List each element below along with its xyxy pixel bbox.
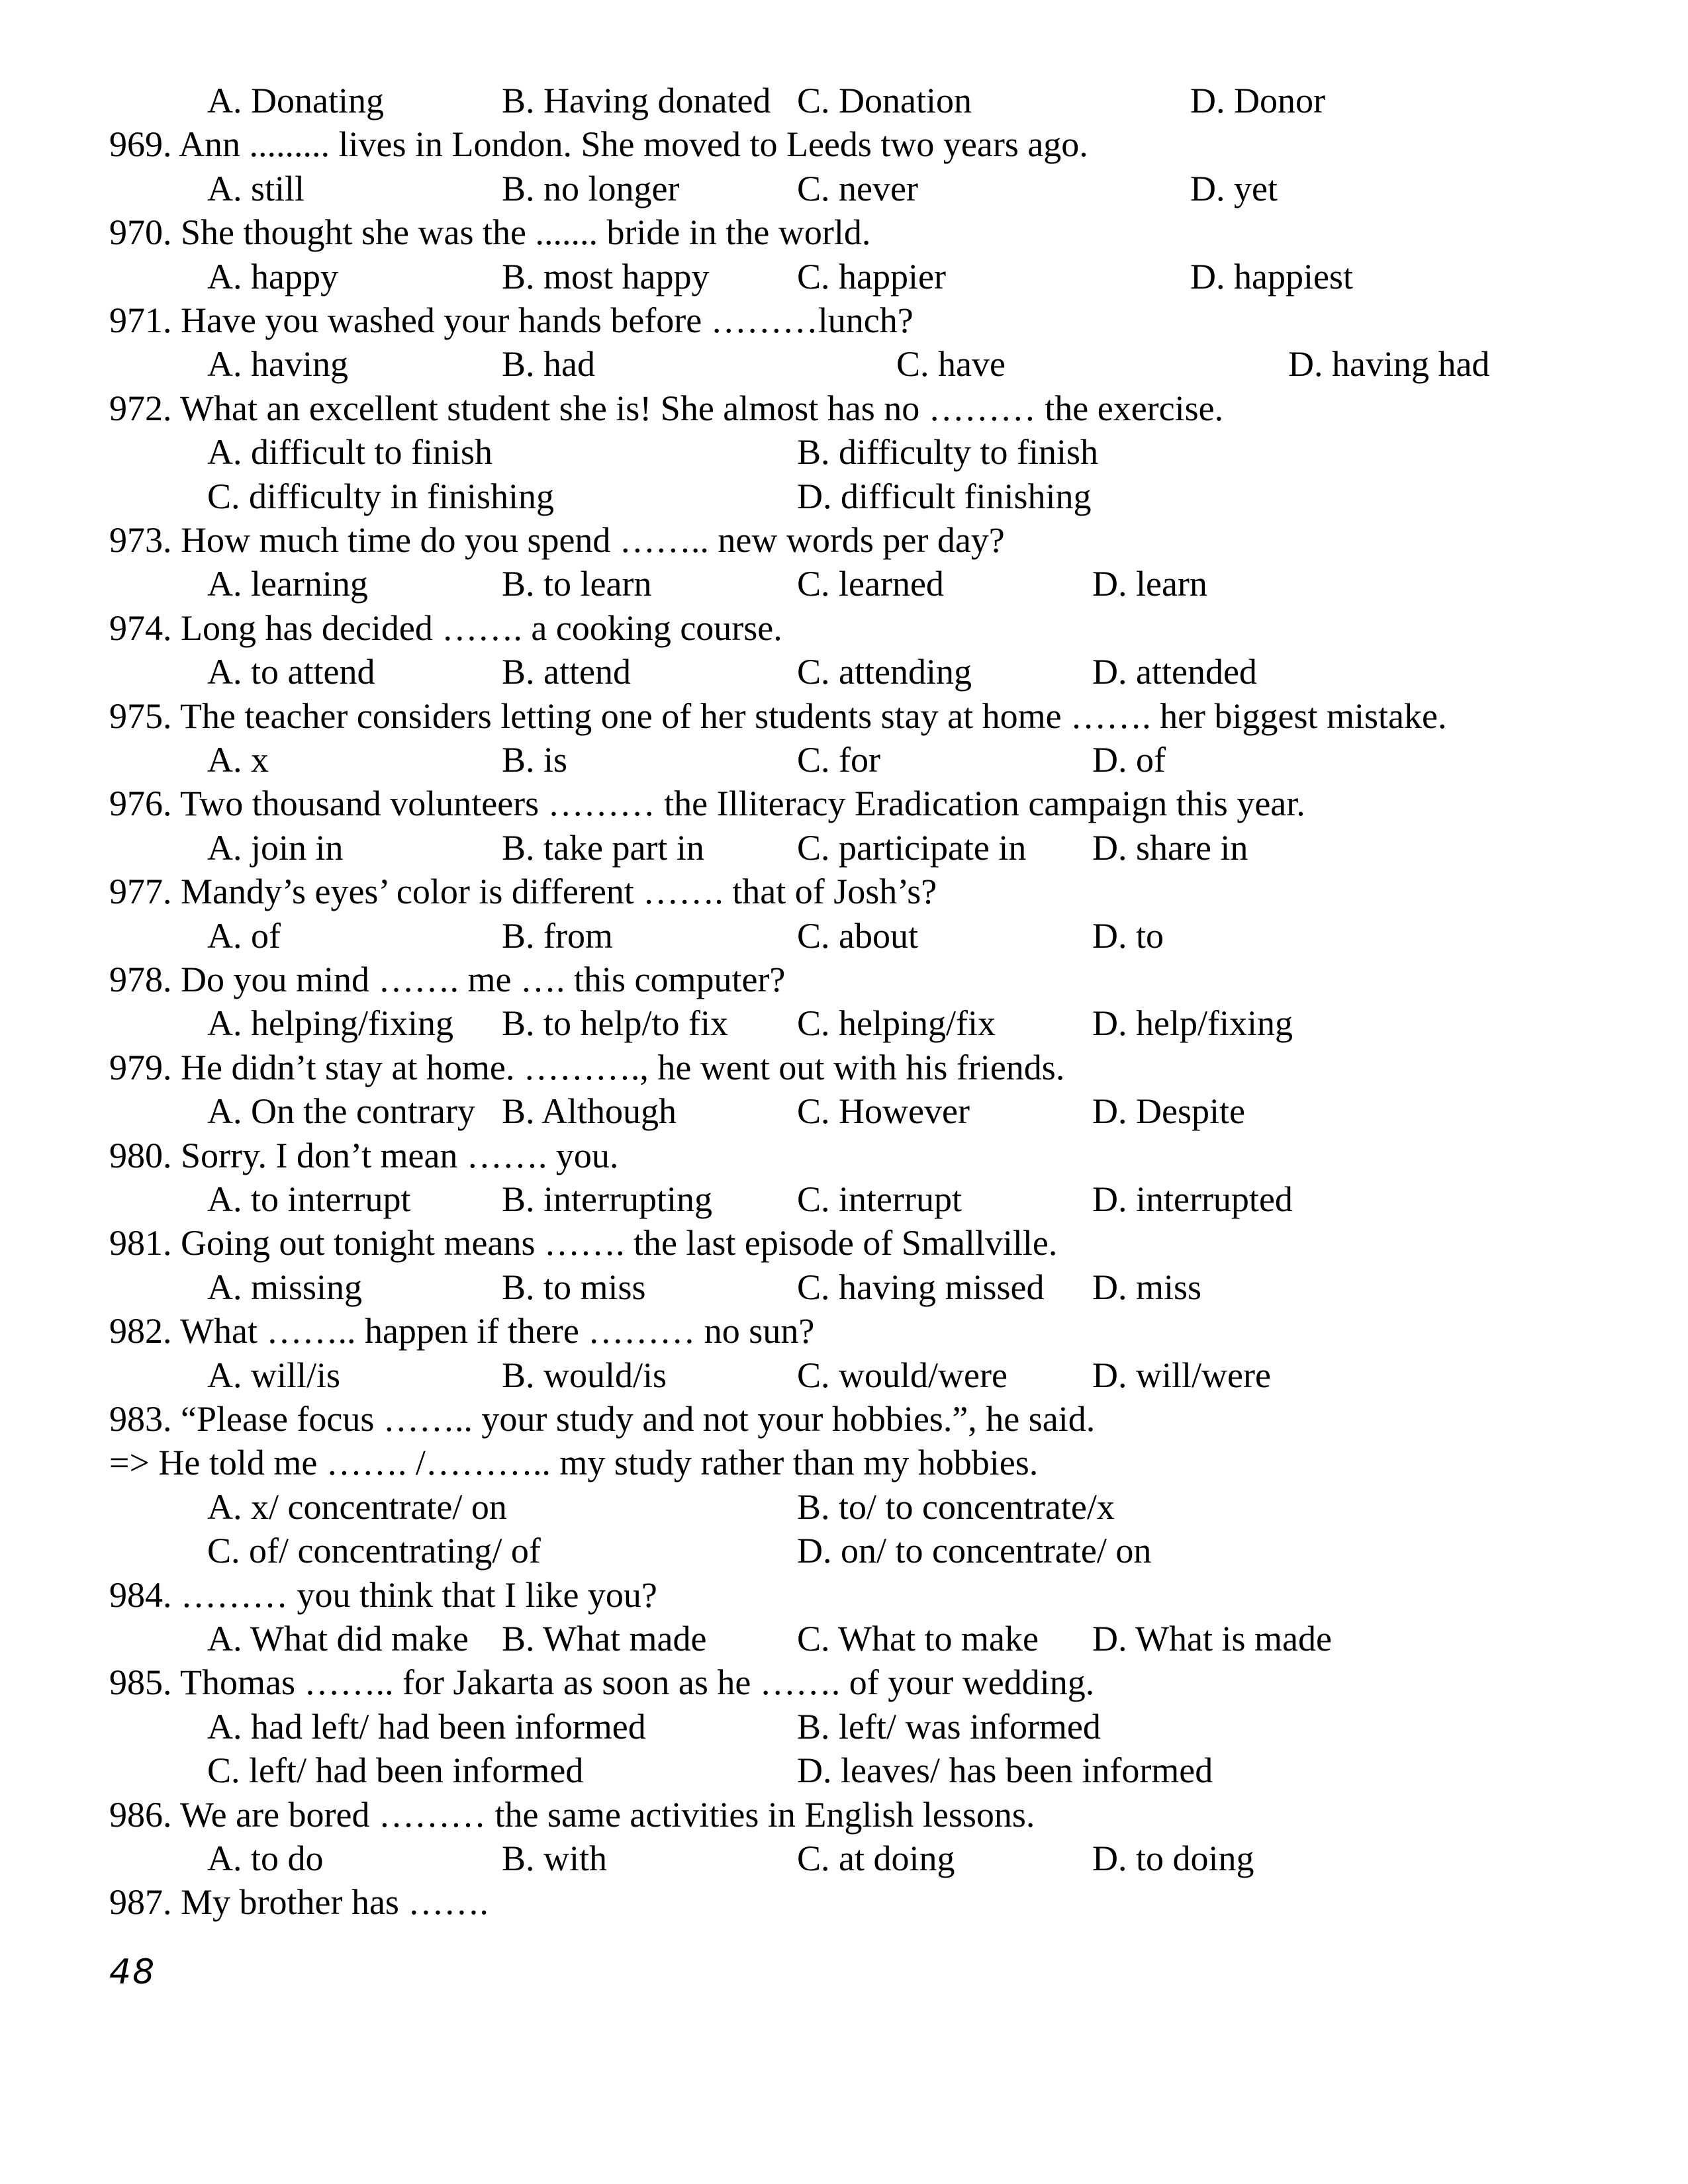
answer-option: C. for [797,740,880,780]
answer-option: B. had [502,344,595,385]
options-line [0,1837,1688,1880]
question-text: 987. My brother has ……. [109,1882,489,1923]
answer-option: A. still [207,168,305,208]
answer-option: B. attend [502,652,631,692]
answer-option: B. to learn [502,564,652,604]
question-text: 982. What …….. happen if there ……… no sun? [109,1311,815,1351]
question-text: 974. Long has decided ……. a cooking course. [109,608,782,648]
options-line [0,1529,1688,1572]
question-text: 985. Thomas …….. for Jakarta as soon as he ……. of your wedding. [109,1662,1095,1703]
question-line [0,1661,1688,1704]
answer-option: A. x/ concentrate/ on [207,1486,507,1527]
question-line [0,870,1688,913]
options-line [0,1089,1688,1133]
answer-option: A. missing [207,1267,363,1307]
answer-option: B. no longer [502,168,680,208]
answer-option: A. On the contrary [207,1091,475,1132]
question-text: 977. Mandy’s eyes’ color is different ……. that of Josh’s? [109,872,937,912]
answer-option: A. difficult to finish [207,432,492,473]
answer-option: B. Having donated [502,81,771,120]
answer-option: B. left/ was informed [797,1706,1101,1747]
question-text: 969. Ann ......... lives in London. She moved to Leeds two years ago. [109,124,1088,165]
answer-option: B. is [502,740,568,780]
answer-option: B. with [502,1839,608,1878]
answer-option: C. having missed [797,1267,1045,1307]
answer-option: A. Donating [207,81,384,120]
answer-option: D. Donor [1190,81,1325,120]
answer-option: C. would/were [797,1355,1008,1395]
question-line [0,1880,1688,1924]
answer-option: B. Although [502,1091,677,1132]
answer-option: D. leaves/ has been informed [797,1751,1213,1791]
answer-option: D. of [1092,740,1166,780]
answer-option: A. helping/fixing [207,1003,453,1044]
question-text: 976. Two thousand volunteers ……… the Illiteracy Eradication campaign this year. [109,784,1305,824]
options-line [0,562,1688,606]
answer-option: D. to doing [1092,1839,1254,1878]
answer-option: D. on/ to concentrate/ on [797,1531,1152,1571]
answer-option: C. happier [797,256,946,296]
question-text: 984. ……… you think that I like you? [109,1574,657,1615]
answer-option: B. to help/to fix [502,1003,728,1044]
question-line [0,1793,1688,1837]
answer-option: C. However [797,1091,970,1132]
answer-option: D. having had [1288,344,1490,385]
question-line [0,694,1688,738]
options-line [0,1705,1688,1749]
answer-option: C. attending [797,652,972,692]
question-line [0,122,1688,166]
question-text: 978. Do you mind ……. me …. this computer? [109,960,786,999]
answer-option: A. x [207,740,269,780]
answer-option: C. interrupt [797,1179,962,1219]
question-line [0,1397,1688,1441]
answer-option: C. about [797,915,918,956]
question-line [0,518,1688,562]
question-text: 972. What an excellent student she is! She almost has no ……… the exercise. [109,388,1224,428]
answer-option: B. most happy [502,256,710,296]
answer-option: D. to [1092,915,1164,956]
question-line [0,1441,1688,1484]
options-line [0,79,1688,122]
answer-option: A. will/is [207,1355,341,1395]
question-line [0,1573,1688,1617]
answer-option: B. What made [502,1619,707,1659]
options-line [0,430,1688,474]
question-line [0,606,1688,650]
options-line [0,1485,1688,1529]
question-text: 979. He didn’t stay at home. ………., he went out with his friends. [109,1047,1065,1087]
question-text: 980. Sorry. I don’t mean ……. you. [109,1135,619,1175]
question-line [0,1046,1688,1089]
answer-option: A. of [207,915,281,956]
answer-option: A. having [207,344,348,385]
answer-option: C. have [896,344,1006,385]
question-text: 983. “Please focus …….. your study and not your hobbies.”, he said. [109,1399,1096,1439]
question-text: 986. We are bored ……… the same activities in English lessons. [109,1794,1035,1835]
answer-option: C. helping/fix [797,1003,996,1044]
answer-option: B. to/ to concentrate/x [797,1486,1115,1527]
answer-option: B. interrupting [502,1179,712,1219]
question-line [0,298,1688,342]
options-line [0,738,1688,782]
options-line [0,1265,1688,1309]
question-line [0,387,1688,430]
answer-option: D. will/were [1092,1355,1271,1395]
question-text: 973. How much time do you spend …….. new words per day? [109,520,1005,560]
options-line [0,1177,1688,1221]
answer-option: C. Donation [797,81,972,120]
options-line [0,1617,1688,1661]
answer-option: A. join in [207,827,344,868]
answer-option: C. What to make [797,1619,1039,1659]
options-line [0,167,1688,210]
question-text: 971. Have you washed your hands before ………lunch? [109,300,914,340]
options-line [0,826,1688,870]
answer-option: B. would/is [502,1355,667,1395]
answer-option: D. attended [1092,652,1257,692]
question-line [0,1309,1688,1353]
answer-option: C. left/ had been informed [207,1751,584,1791]
page-number: 48 [109,1952,156,1992]
question-line [0,1134,1688,1177]
answer-option: C. never [797,168,918,208]
answer-option: D. Despite [1092,1091,1245,1132]
answer-option: D. learn [1092,564,1207,604]
answer-option: D. interrupted [1092,1179,1293,1219]
answer-option: B. difficulty to finish [797,432,1098,473]
answer-option: D. share in [1092,827,1248,868]
question-text: 981. Going out tonight means ……. the last episode of Smallville. [109,1223,1058,1263]
options-line [0,342,1688,386]
answer-option: C. difficulty in finishing [207,476,554,516]
question-text: 975. The teacher considers letting one of her students stay at home ……. her biggest mistake. [109,696,1447,736]
answer-option: D. miss [1092,1267,1202,1307]
question-line [0,1221,1688,1265]
answer-option: B. from [502,915,613,956]
options-line [0,475,1688,518]
answer-option: A. learning [207,564,368,604]
options-line [0,650,1688,694]
answer-option: A. to do [207,1839,324,1878]
answer-option: D. yet [1190,168,1278,208]
answer-option: B. take part in [502,827,704,868]
question-text: => He told me ……. /……….. my study rather than my hobbies. [109,1443,1039,1483]
answer-option: A. What did make [207,1619,469,1659]
answer-option: B. to miss [502,1267,646,1307]
options-line [0,1353,1688,1397]
answer-option: D. help/fixing [1092,1003,1293,1044]
question-line [0,210,1688,254]
answer-option: A. had left/ had been informed [207,1706,646,1747]
answer-option: C. participate in [797,827,1027,868]
answer-option: C. learned [797,564,944,604]
question-text: 970. She thought she was the ....... bride in the world. [109,212,871,253]
answer-option: C. of/ concentrating/ of [207,1531,541,1571]
answer-option: A. to attend [207,652,375,692]
answer-option: D. happiest [1190,256,1353,296]
question-line [0,958,1688,1001]
answer-option: A. to interrupt [207,1179,411,1219]
question-line [0,782,1688,825]
answer-option: A. happy [207,256,338,296]
options-line [0,914,1688,958]
answer-option: D. What is made [1092,1619,1332,1659]
answer-option: D. difficult finishing [797,476,1092,516]
options-line [0,1001,1688,1045]
options-line [0,255,1688,298]
options-line [0,1749,1688,1792]
answer-option: C. at doing [797,1839,955,1878]
